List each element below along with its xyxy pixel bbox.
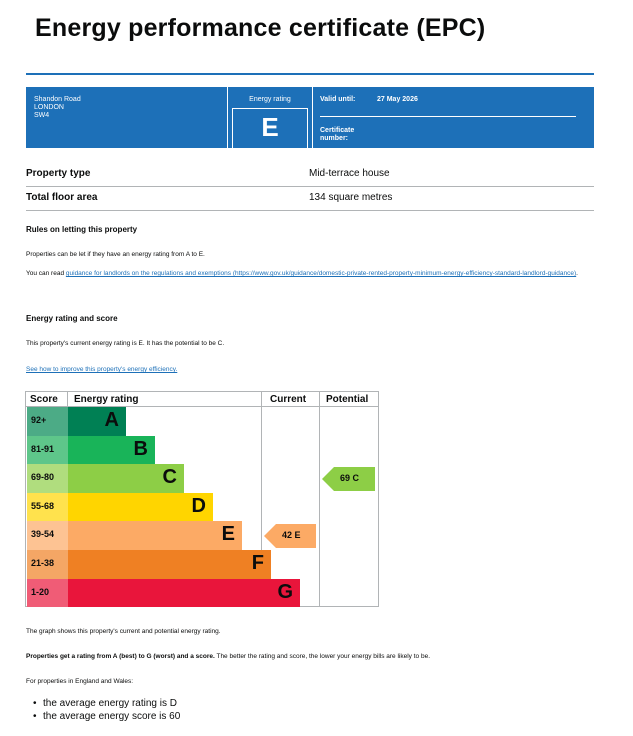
band-bar-d [68, 493, 213, 522]
banner-divider [320, 116, 576, 117]
band-bar-f [68, 550, 271, 579]
energy-rating-label: Energy rating [249, 96, 291, 103]
improve-efficiency-link[interactable]: See how to improve this property's energy efficiency. [26, 366, 178, 373]
guidance-suffix: . [576, 270, 578, 277]
band-bar-e [68, 521, 242, 550]
energy-rating-graph [25, 391, 379, 607]
letting-heading: Rules on letting this property [26, 225, 138, 234]
energy-rating-letter-cell [232, 108, 308, 148]
band-letter: A [104, 409, 119, 431]
list-item: • the average energy rating is D [33, 697, 180, 710]
energy-rating-box [227, 87, 313, 148]
score-header: Score [30, 394, 58, 405]
band-bar-g [68, 579, 300, 608]
floor-area-label: Total floor area [26, 192, 98, 203]
band-bar-c [68, 464, 184, 493]
list-item: • the average energy score is 60 [33, 710, 180, 723]
property-type-value: Mid-terrace house [309, 168, 390, 179]
energy-rating-heading: Energy rating and score [26, 314, 118, 323]
address-line: SW4 [34, 112, 50, 119]
rating-explanation-rest: The better the rating and score, the lower your energy bills are likely to be. [214, 653, 430, 660]
band-letter: B [133, 437, 148, 460]
potential-rating-arrow [322, 467, 375, 491]
band-letter: C [162, 466, 177, 489]
property-type-label: Property type [26, 168, 91, 179]
title-divider [26, 73, 594, 75]
letting-text: Properties can be let if they have an energy rating from A to E. [26, 251, 205, 258]
band-letter: E [221, 523, 235, 546]
address-line: LONDON [34, 104, 64, 111]
current-rating-arrow-label: 42 E [282, 529, 301, 540]
guidance-prefix: You can read [26, 270, 66, 277]
band-score-range: 69-80 [27, 464, 68, 493]
certificate-number-label: Certificate number: [320, 127, 355, 142]
address [34, 96, 81, 120]
address-line: Shandon Road [34, 96, 81, 103]
current-rating-arrow [264, 524, 316, 548]
rating-explanation [26, 652, 594, 661]
band-letter: D [191, 494, 206, 517]
rating-explanation-bold: Properties get a rating from A (best) to G (worst) and a score. [26, 653, 215, 660]
band-letter: F [251, 552, 264, 574]
floor-area-row [26, 186, 594, 211]
potential-rating-arrow-label: 69 C [340, 472, 360, 483]
band-score-range: 39-54 [27, 521, 68, 550]
energy-rating-letter: E [261, 112, 279, 142]
improve-link-row [26, 365, 594, 374]
england-wales-text: For properties in England and Wales: [26, 678, 134, 685]
energy-rating-header: Energy rating [74, 394, 139, 405]
current-header: Current [270, 394, 307, 405]
band-score-range: 1-20 [27, 579, 68, 608]
guidance-link[interactable]: guidance for landlords on the regulations and exemptions (https://www.gov.uk/guidance/domestic-private-rented-property-minimum-energy-efficiency-standard-landlord-guidance) [65, 270, 577, 277]
band-letter: G [277, 580, 293, 603]
band-score-range: 21-38 [27, 550, 68, 579]
column-divider [319, 392, 320, 606]
band-bar-b [68, 436, 155, 465]
band-score-range: 81-91 [27, 436, 68, 465]
valid-until-date: 27 May 2026 [377, 96, 418, 103]
band-score-range: 55-68 [27, 493, 68, 522]
averages-list [33, 697, 180, 723]
page-title: Energy performance certificate (EPC) [35, 14, 486, 42]
energy-rating-text: This property's current energy rating is E. It has the potential to be C. [26, 340, 225, 347]
band-bar-a [68, 407, 126, 436]
valid-until-label: Valid until: [320, 96, 356, 103]
letting-guidance [26, 269, 594, 278]
band-score-range: 92+ [27, 407, 68, 436]
potential-header: Potential [326, 394, 369, 405]
graph-note: The graph shows this property's current and potential energy rating. [26, 628, 221, 635]
floor-area-value: 134 square metres [309, 192, 393, 203]
certificate-banner [26, 87, 594, 148]
property-type-row [26, 162, 594, 187]
